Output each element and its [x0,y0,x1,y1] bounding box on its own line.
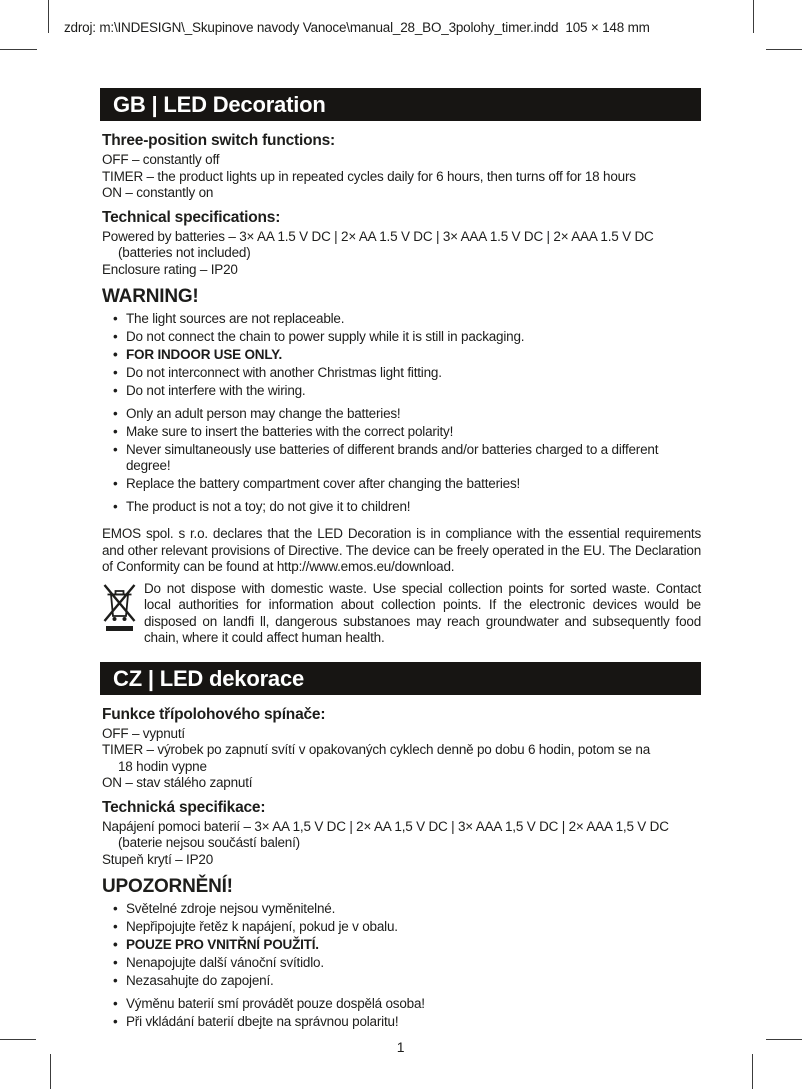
crossed-out-wheelie-bin-icon [103,583,136,632]
crop-mark-bottom-right-vertical [752,1054,753,1089]
cz-tech-power-note-line: (baterie nejsou součástí balení) [118,835,300,850]
gb-warning-heading: WARNING! [102,286,199,307]
gb-tech-specs-heading: Technical specifications: [102,208,281,226]
warning-item: • Při vkládání baterií dbejte na správnou polaritu! [102,1014,701,1031]
warning-item: • Nezasahujte do zapojení. [102,973,701,990]
warning-item: • Replace the battery compartment cover after changing the batteries! [102,476,701,493]
gb-switch-on-line: ON – constantly on [102,185,214,200]
warning-item: • Make sure to insert the batteries with the correct polarity! [102,424,701,441]
cz-switch-on-line: ON – stav stálého zapnutí [102,775,253,790]
gb-tech-power-line: Powered by batteries – 3× AA 1.5 V DC | 2× AA 1.5 V DC | 3× AAA 1.5 V DC | 2× AAA 1.5 V DC [102,228,654,244]
cz-switch-off-line: OFF – vypnutí [102,725,185,741]
crop-mark-top-right-horizontal [766,49,802,50]
warning-item: • Do not interconnect with another Christmas light fitting. [102,365,701,382]
warning-item: • Nenapojujte další vánoční svítidlo. [102,955,701,972]
warning-item: • Světelné zdroje nejsou vyměnitelné. [102,901,701,918]
gb-switch-functions-heading: Three-position switch functions: [102,132,335,149]
cz-switch-functions-heading: Funkce třípolohového spínače: [102,705,326,723]
warning-item: • POUZE PRO VNITŘNÍ POUŽITÍ. [102,937,701,954]
gb-disposal-paragraph [102,581,701,647]
crop-mark-bottom-right-horizontal [766,1039,802,1040]
warning-item: • Never simultaneously use batteries of different brands and/or batteries charged to a different degree! [102,442,701,475]
gb-switch-timer-line: TIMER – the product lights up in repeated cycles daily for 6 hours, then turns off for 18 hours [102,168,636,184]
warning-item: • Do not interfere with the wiring. [102,383,701,400]
warning-item: • Do not connect the chain to power supply while it is still in packaging. [102,329,701,346]
gb-disposal-text: Do not dispose with domestic waste. Use special collection points for sorted waste. Contact local authorities for information about collection points. If the electronic devices would be disposed on landfi ll, dangerous substanoes may reach groundwater and subsequently food chain, where it could affect human health. [144,580,701,645]
page-number: 1 [396,1039,405,1055]
cz-tech-power-line: Napájení pomoci baterií – 3× AA 1,5 V DC | 2× AA 1,5 V DC | 3× AAA 1,5 V DC | 2× AAA 1,5 V DC [102,818,669,834]
crop-mark-top-left-horizontal [0,49,37,50]
gb-tech-enclosure-line: Enclosure rating – IP20 [102,261,238,277]
cz-switch-timer-line: TIMER – výrobek po zapnutí svítí v opakovaných cyklech denně po dobu 6 hodin, potom se na [102,742,651,757]
crop-mark-top-right-vertical [753,0,754,33]
warning-item: • The product is not a toy; do not give it to children! [102,499,701,516]
gb-tech-power-note-line: (batteries not included) [118,245,251,260]
source-path-label: zdroj: m:\INDESIGN\_Skupinove navody Vanoce\manual_28_BO_3polohy_timer.indd 105 × 148 mm [64,20,650,35]
cz-warning-heading: UPOZORNĚNÍ! [102,876,233,897]
warning-item: • Výměnu baterií smí provádět pouze dospělá osoba! [102,996,701,1013]
section-header-cz: CZ | LED dekorace [100,662,701,695]
warning-item: • Nepřipojujte řetěz k napájení, pokud je v obalu. [102,919,701,936]
cz-tech-specs-heading: Technická specifikace: [102,798,266,816]
gb-switch-off-line: OFF – constantly off [102,152,220,167]
warning-item: • FOR INDOOR USE ONLY. [102,347,701,364]
page-content [100,88,701,1055]
crop-mark-bottom-left-vertical [50,1054,51,1089]
warning-item: • Only an adult person may change the batteries! [102,406,701,423]
section-header-gb: GB | LED Decoration [100,88,701,121]
cz-warning-list [102,901,701,1030]
crop-mark-top-left-vertical [48,0,49,33]
warning-item: • The light sources are not replaceable. [102,311,701,328]
cz-switch-timer-continuation: 18 hodin vypne [118,758,207,774]
gb-warning-list [102,311,701,515]
cz-tech-enclosure-line: Stupeň krytí – IP20 [102,851,214,867]
gb-compliance-paragraph: EMOS spol. s r.o. declares that the LED Decoration is in compliance with the essential requirements and other relevant provisions of Directive. The device can be freely operated in the EU. The Declaration of Conformity can be found at http://www.emos.eu/download. [102,526,701,574]
crop-mark-bottom-left-horizontal [0,1039,36,1040]
